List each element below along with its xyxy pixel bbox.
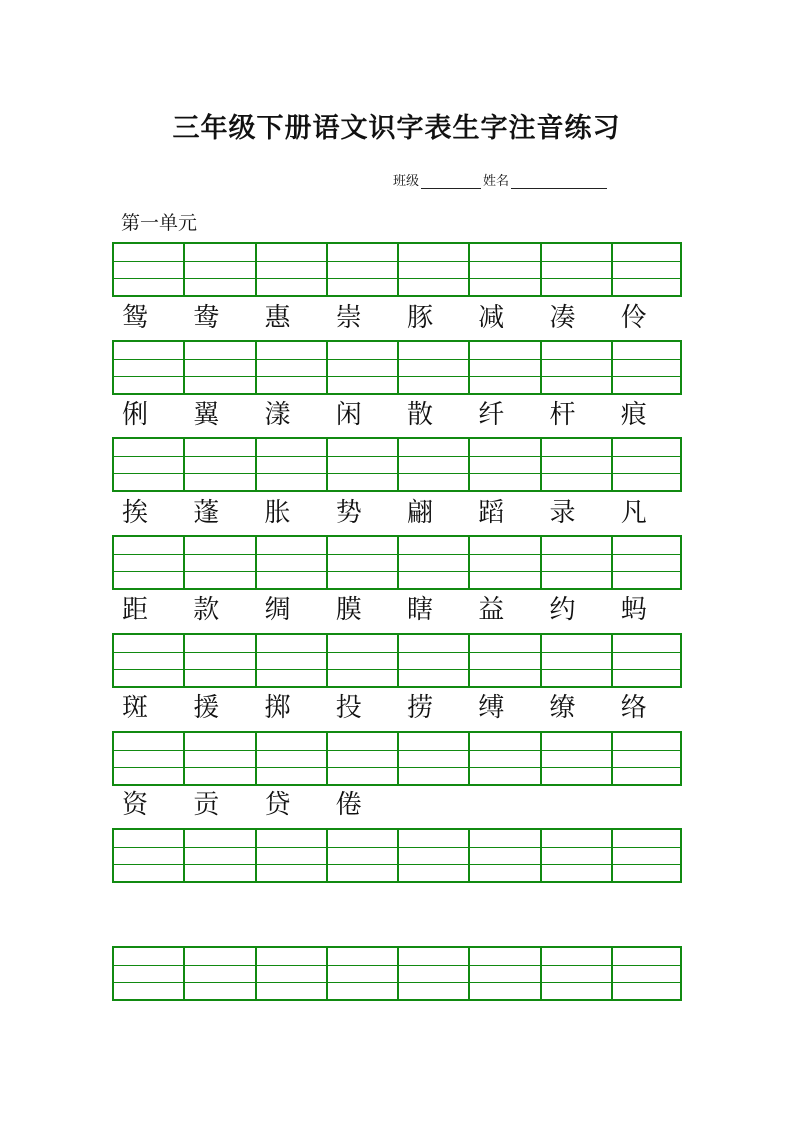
name-label: 姓名 (483, 174, 510, 189)
hanzi-character: 蹈 (478, 498, 505, 528)
student-info-line (393, 170, 609, 189)
hanzi-character: 约 (549, 595, 576, 625)
grid-line (183, 635, 185, 686)
hanzi-character: 倦 (335, 790, 362, 820)
class-blank[interactable] (421, 174, 481, 189)
grid-line (397, 244, 399, 295)
grid-line (611, 733, 613, 784)
grid-line (326, 537, 328, 588)
grid-line (468, 948, 470, 999)
grid-line (540, 948, 542, 999)
grid-line (326, 830, 328, 881)
pinyin-grid (112, 242, 682, 297)
pinyin-grid (112, 946, 682, 1001)
grid-line (397, 635, 399, 686)
grid-line (540, 830, 542, 881)
grid-line (255, 733, 257, 784)
hanzi-character: 蚂 (620, 595, 647, 625)
hanzi-character: 痕 (620, 400, 647, 430)
hanzi-character: 缚 (478, 693, 505, 723)
hanzi-character: 录 (549, 498, 576, 528)
hanzi-character: 斑 (122, 693, 149, 723)
hanzi-character: 络 (620, 693, 647, 723)
pinyin-grid (112, 731, 682, 786)
grid-line (183, 439, 185, 490)
character-row (112, 298, 682, 338)
grid-line (468, 244, 470, 295)
hanzi-character: 绸 (264, 595, 291, 625)
character-row (112, 590, 682, 630)
hanzi-character: 瞎 (407, 595, 434, 625)
hanzi-character: 伶 (620, 303, 647, 333)
hanzi-character: 凡 (620, 498, 647, 528)
grid-line (540, 342, 542, 393)
grid-line (540, 439, 542, 490)
grid-line (255, 342, 257, 393)
grid-line (326, 244, 328, 295)
hanzi-character: 捞 (407, 693, 434, 723)
grid-line (183, 244, 185, 295)
grid-line (540, 244, 542, 295)
hanzi-character: 蓬 (193, 498, 220, 528)
hanzi-character: 散 (407, 400, 434, 430)
class-label: 班级 (393, 174, 420, 189)
hanzi-character: 漾 (264, 400, 291, 430)
page-title: 三年级下册语文识字表生字注音练习 (172, 113, 621, 144)
pinyin-grid (112, 633, 682, 688)
hanzi-character: 款 (193, 595, 220, 625)
hanzi-character: 缭 (549, 693, 576, 723)
pinyin-grid (112, 535, 682, 590)
pinyin-grid (112, 437, 682, 492)
grid-line (611, 948, 613, 999)
grid-line (468, 439, 470, 490)
name-blank[interactable] (511, 174, 607, 189)
grid-line (611, 635, 613, 686)
grid-line (255, 244, 257, 295)
hanzi-character: 豚 (407, 303, 434, 333)
character-row (112, 785, 682, 825)
hanzi-character: 俐 (122, 400, 149, 430)
hanzi-character: 贷 (264, 790, 291, 820)
hanzi-character: 闲 (335, 400, 362, 430)
grid-line (326, 342, 328, 393)
hanzi-character: 距 (122, 595, 149, 625)
hanzi-character: 纤 (478, 400, 505, 430)
grid-line (468, 830, 470, 881)
grid-line (540, 635, 542, 686)
hanzi-character: 翩 (407, 498, 434, 528)
grid-line (611, 830, 613, 881)
grid-line (326, 635, 328, 686)
hanzi-character: 惠 (264, 303, 291, 333)
hanzi-character: 益 (478, 595, 505, 625)
hanzi-character: 掷 (264, 693, 291, 723)
hanzi-character: 鸳 (122, 303, 149, 333)
grid-line (397, 537, 399, 588)
grid-line (397, 342, 399, 393)
grid-line (611, 537, 613, 588)
grid-line (326, 948, 328, 999)
hanzi-character: 资 (122, 790, 149, 820)
grid-line (397, 439, 399, 490)
grid-line (611, 342, 613, 393)
grid-line (397, 830, 399, 881)
grid-line (468, 635, 470, 686)
grid-line (183, 830, 185, 881)
hanzi-character: 减 (478, 303, 505, 333)
grid-line (326, 733, 328, 784)
hanzi-character: 胀 (264, 498, 291, 528)
character-row (112, 493, 682, 533)
hanzi-character: 凑 (549, 303, 576, 333)
hanzi-character: 膜 (335, 595, 362, 625)
grid-line (255, 635, 257, 686)
pinyin-grid (112, 828, 682, 883)
character-row (112, 688, 682, 728)
grid-line (611, 439, 613, 490)
unit-heading: 第一单元 (121, 212, 198, 234)
grid-line (468, 537, 470, 588)
grid-line (255, 537, 257, 588)
hanzi-character: 杆 (549, 400, 576, 430)
grid-line (183, 733, 185, 784)
grid-line (255, 439, 257, 490)
grid-line (255, 948, 257, 999)
hanzi-character: 鸯 (193, 303, 220, 333)
hanzi-character: 翼 (193, 400, 220, 430)
grid-line (468, 733, 470, 784)
grid-line (397, 948, 399, 999)
grid-line (183, 948, 185, 999)
grid-line (326, 439, 328, 490)
grid-line (540, 733, 542, 784)
grid-line (183, 342, 185, 393)
hanzi-character: 崇 (335, 303, 362, 333)
grid-line (255, 830, 257, 881)
hanzi-character: 贡 (193, 790, 220, 820)
grid-line (540, 537, 542, 588)
character-row (112, 395, 682, 435)
grid-line (183, 537, 185, 588)
grid-line (468, 342, 470, 393)
pinyin-grid (112, 340, 682, 395)
grid-line (397, 733, 399, 784)
hanzi-character: 援 (193, 693, 220, 723)
hanzi-character: 投 (335, 693, 362, 723)
hanzi-character: 势 (335, 498, 362, 528)
hanzi-character: 挨 (122, 498, 149, 528)
grid-line (611, 244, 613, 295)
